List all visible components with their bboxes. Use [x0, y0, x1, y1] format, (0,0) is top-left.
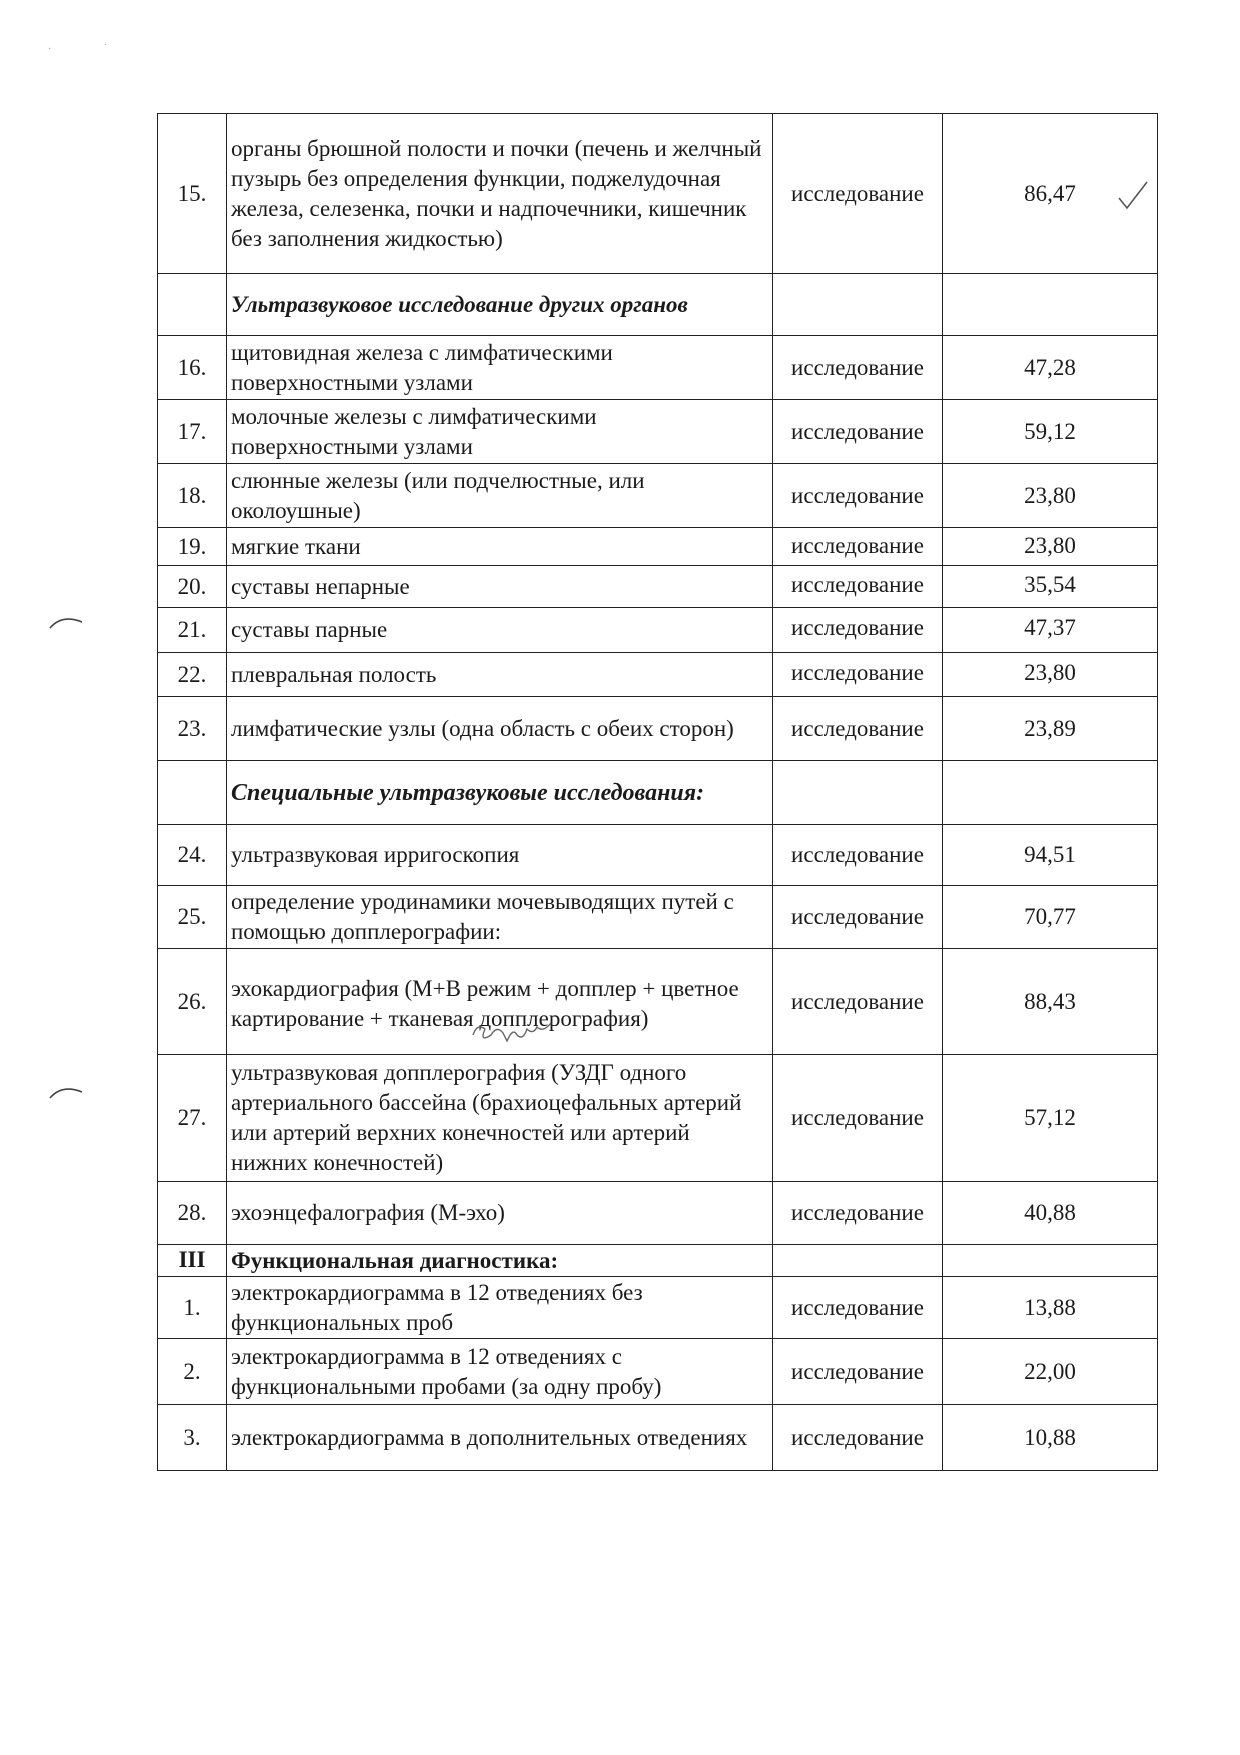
- section-heading: Специальные ультразвуковые исследования:: [227, 761, 773, 825]
- row-unit: исследование: [773, 1339, 943, 1405]
- row-price: 10,88: [943, 1405, 1158, 1471]
- scan-speck: ·: [104, 40, 108, 51]
- row-number: 17.: [158, 400, 227, 464]
- row-unit: исследование: [773, 653, 943, 697]
- row-price: 94,51: [943, 825, 1158, 886]
- row-price: 88,43: [943, 949, 1158, 1055]
- row-number: 21.: [158, 608, 227, 653]
- table-row: [158, 1339, 1158, 1405]
- row-description: лимфатические узлы (одна область с обеих сторон): [227, 697, 773, 761]
- row-unit: исследование: [773, 400, 943, 464]
- row-number: 24.: [158, 825, 227, 886]
- row-price: 57,12: [943, 1055, 1158, 1182]
- table-row: [158, 608, 1158, 653]
- table-row: [158, 1405, 1158, 1471]
- row-number: 23.: [158, 697, 227, 761]
- table-section-row: [158, 274, 1158, 336]
- row-unit: исследование: [773, 949, 943, 1055]
- row-unit: [773, 761, 943, 825]
- table-row: [158, 1055, 1158, 1182]
- row-description: электрокардиограмма в 12 отведениях с функциональными пробами (за одну пробу): [227, 1339, 773, 1405]
- row-description: эхоэнцефалография (М-эхо): [227, 1182, 773, 1245]
- row-number: 3.: [158, 1405, 227, 1471]
- row-price: 22,00: [943, 1339, 1158, 1405]
- row-price: 13,88: [943, 1277, 1158, 1339]
- row-description: электрокардиограмма в дополнительных отведениях: [227, 1405, 773, 1471]
- row-unit: исследование: [773, 566, 943, 608]
- row-unit: исследование: [773, 608, 943, 653]
- table-row: [158, 825, 1158, 886]
- scan-speck: ·: [48, 44, 52, 55]
- row-unit: исследование: [773, 464, 943, 528]
- section-heading: Ультразвуковое исследование других органов: [227, 274, 773, 336]
- row-price: 23,80: [943, 464, 1158, 528]
- section-number: III: [158, 1245, 227, 1277]
- section-heading: Функциональная диагностика:: [227, 1245, 773, 1277]
- price-table: [157, 113, 1158, 1471]
- row-description: электрокардиограмма в 12 отведениях без функциональных проб: [227, 1277, 773, 1339]
- row-price: 70,77: [943, 886, 1158, 949]
- handwritten-note-icon: [467, 1013, 557, 1049]
- row-price: 23,80: [943, 653, 1158, 697]
- row-unit: исследование: [773, 1277, 943, 1339]
- row-unit: исследование: [773, 114, 943, 274]
- row-number: 19.: [158, 528, 227, 566]
- table-row: [158, 464, 1158, 528]
- row-unit: [773, 274, 943, 336]
- row-number: 22.: [158, 653, 227, 697]
- row-unit: исследование: [773, 336, 943, 400]
- row-number: [158, 274, 227, 336]
- row-unit: исследование: [773, 697, 943, 761]
- table-row: [158, 114, 1158, 274]
- table-row: [158, 653, 1158, 697]
- row-description: молочные железы с лимфатическими поверхностными узлами: [227, 400, 773, 464]
- row-price: 47,28: [943, 336, 1158, 400]
- table-row: [158, 1277, 1158, 1339]
- table-row: [158, 1182, 1158, 1245]
- row-number: 1.: [158, 1277, 227, 1339]
- row-number: 18.: [158, 464, 227, 528]
- row-number: 28.: [158, 1182, 227, 1245]
- row-description: ультразвуковая допплерография (УЗДГ одного артериального бассейна (брахиоцефальных артерий или артерий верхних конечностей или артерий нижних конечностей): [227, 1055, 773, 1182]
- row-description: органы брюшной полости и почки (печень и желчный пузырь без определения функции, поджелудочная железа, селезенка, почки и надпочечники, кишечник без заполнения жидкостью): [227, 114, 773, 274]
- table-row: [158, 697, 1158, 761]
- row-price: 35,54: [943, 566, 1158, 608]
- row-number: 15.: [158, 114, 227, 274]
- row-price: 40,88: [943, 1182, 1158, 1245]
- row-price: 59,12: [943, 400, 1158, 464]
- row-price: [943, 274, 1158, 336]
- row-number: 26.: [158, 949, 227, 1055]
- row-description: плевральная полость: [227, 653, 773, 697]
- row-number: 25.: [158, 886, 227, 949]
- table-row: [158, 949, 1158, 1055]
- row-description: суставы непарные: [227, 566, 773, 608]
- row-unit: [773, 1245, 943, 1277]
- row-unit: исследование: [773, 528, 943, 566]
- row-price: 23,80: [943, 528, 1158, 566]
- row-number: 27.: [158, 1055, 227, 1182]
- row-description: слюнные железы (или подчелюстные, или околоушные): [227, 464, 773, 528]
- table-row: [158, 566, 1158, 608]
- row-description: определение уродинамики мочевыводящих путей с помощью допплерографии:: [227, 886, 773, 949]
- row-unit: исследование: [773, 886, 943, 949]
- row-number: [158, 761, 227, 825]
- row-description: мягкие ткани: [227, 528, 773, 566]
- row-unit: исследование: [773, 1405, 943, 1471]
- row-description: ультразвуковая ирригоскопия: [227, 825, 773, 886]
- row-unit: исследование: [773, 1055, 943, 1182]
- row-price: [943, 1245, 1158, 1277]
- table-row: [158, 400, 1158, 464]
- row-number: 2.: [158, 1339, 227, 1405]
- row-unit: исследование: [773, 825, 943, 886]
- table-section-row: [158, 1245, 1158, 1277]
- margin-binding-mark: [48, 612, 84, 632]
- table-row: [158, 336, 1158, 400]
- row-description-text: эхокардиография (М+В режим + допплер + цветное картирование + тканевая допплерография): [231, 975, 739, 1031]
- table-section-row: [158, 761, 1158, 825]
- row-price: [943, 761, 1158, 825]
- row-price: 23,89: [943, 697, 1158, 761]
- row-description: [227, 949, 773, 1055]
- row-number: 20.: [158, 566, 227, 608]
- table-row: [158, 886, 1158, 949]
- row-description: суставы парные: [227, 608, 773, 653]
- row-description: щитовидная железа с лимфатическими поверхностными узлами: [227, 336, 773, 400]
- checkmark-icon: [1115, 178, 1151, 214]
- row-price: 47,37: [943, 608, 1158, 653]
- row-unit: исследование: [773, 1182, 943, 1245]
- margin-binding-mark: [48, 1082, 84, 1102]
- row-price: [943, 114, 1158, 274]
- table-row: [158, 528, 1158, 566]
- row-number: 16.: [158, 336, 227, 400]
- row-price-value: 86,47: [1024, 180, 1076, 206]
